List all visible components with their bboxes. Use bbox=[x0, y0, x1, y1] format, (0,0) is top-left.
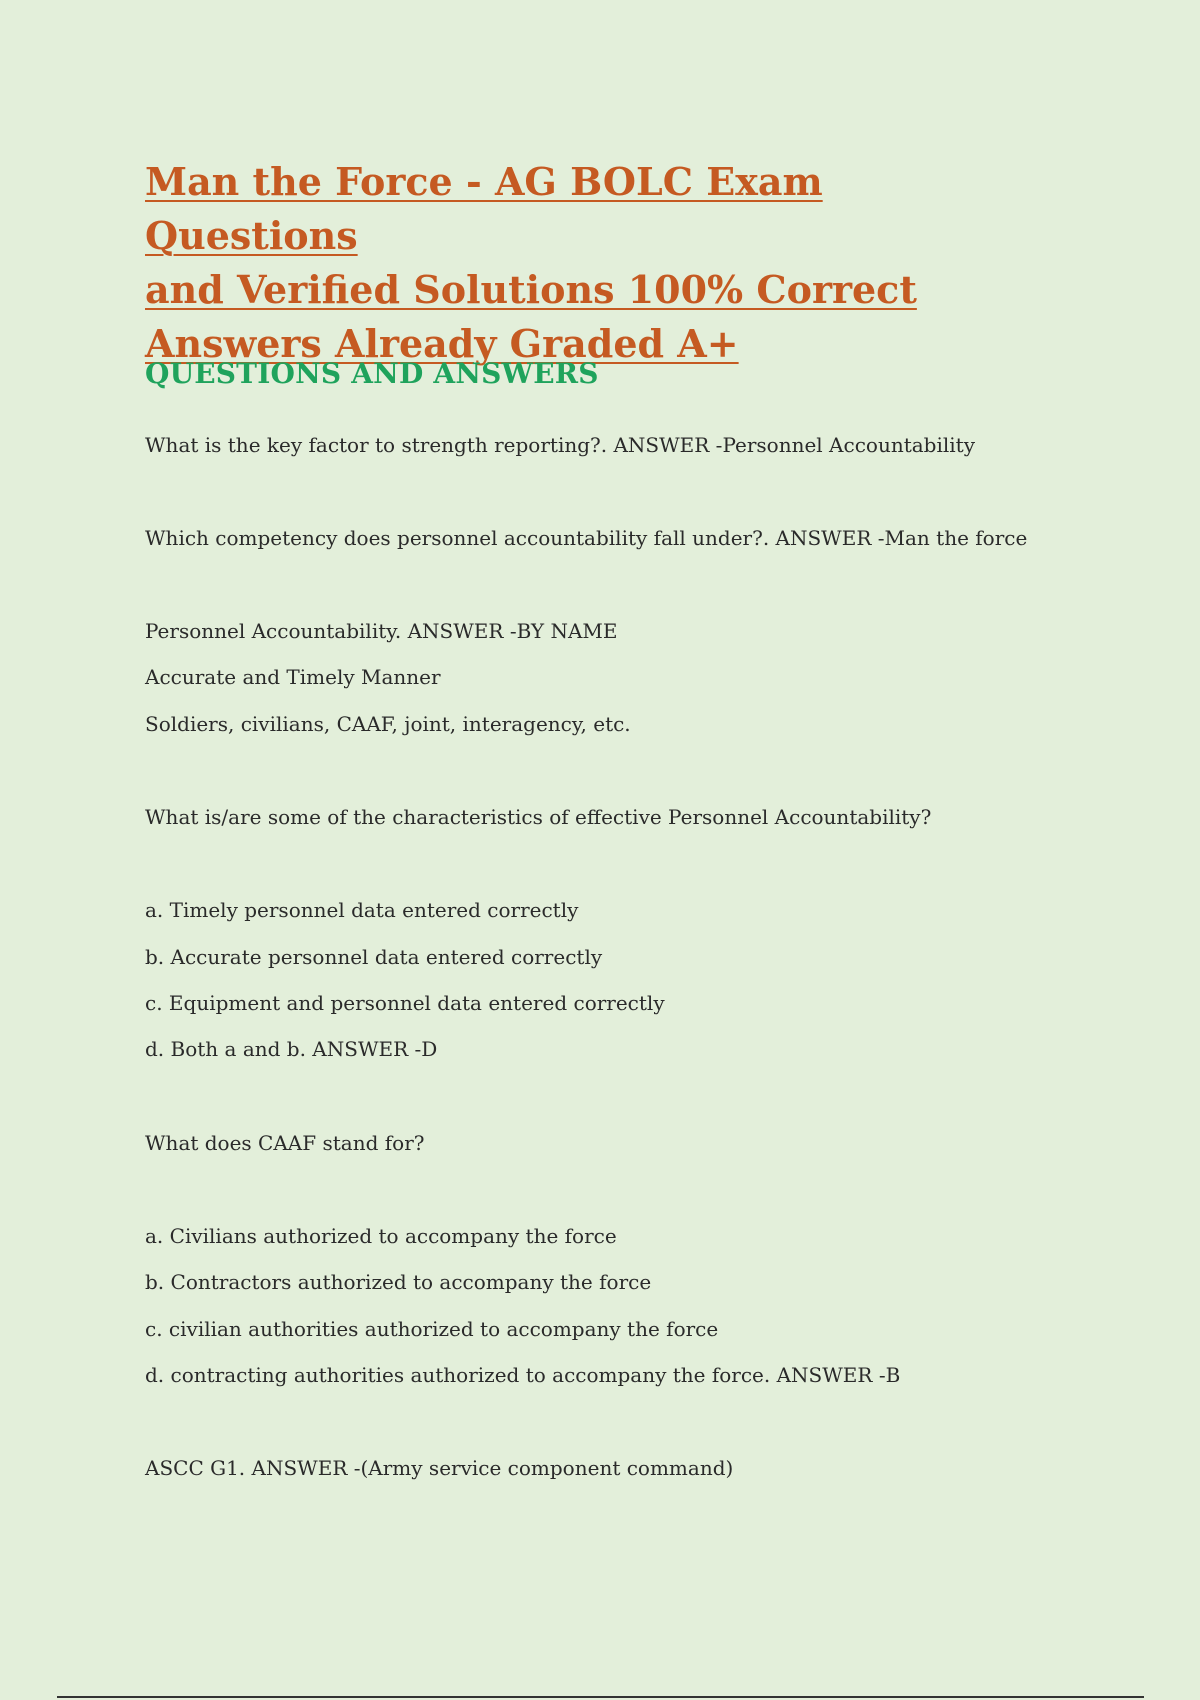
option-line: b. Contractors authorized to accompany the force bbox=[145, 1270, 652, 1294]
answer-detail-line: Soldiers, civilians, CAAF, joint, interagency, etc. bbox=[145, 712, 631, 736]
option-line: c. Equipment and personnel data entered correctly bbox=[145, 991, 665, 1015]
section-heading: QUESTIONS AND ANSWERS bbox=[145, 357, 599, 390]
bottom-divider bbox=[57, 1696, 1144, 1698]
option-line: b. Accurate personnel data entered correctly bbox=[145, 945, 603, 969]
option-line: a. Timely personnel data entered correctly bbox=[145, 898, 579, 922]
question-answer-line: Personnel Accountability. ANSWER -BY NAME bbox=[145, 619, 618, 643]
option-line: c. civilian authorities authorized to accompany the force bbox=[145, 1317, 719, 1341]
title-line: Man the Force - AG BOLC Exam Questions bbox=[145, 159, 823, 258]
option-line: d. Both a and b. ANSWER -D bbox=[145, 1037, 438, 1061]
question-answer-line: What is the key factor to strength reporting?. ANSWER -Personnel Accountability bbox=[145, 433, 975, 457]
title-line: and Verified Solutions 100% Correct bbox=[145, 267, 917, 312]
question-line: What is/are some of the characteristics of effective Personnel Accountability? bbox=[145, 805, 932, 829]
question-answer-line: Which competency does personnel accountability fall under?. ANSWER -Man the force bbox=[145, 526, 1028, 550]
option-line: d. contracting authorities authorized to accompany the force. ANSWER -B bbox=[145, 1363, 901, 1387]
question-answer-line: ASCC G1. ANSWER -(Army service component command) bbox=[145, 1456, 734, 1480]
title-line: Answers Already Graded A+ bbox=[145, 321, 739, 366]
question-line: What does CAAF stand for? bbox=[145, 1131, 425, 1155]
option-line: a. Civilians authorized to accompany the force bbox=[145, 1224, 617, 1248]
document-title bbox=[145, 155, 1045, 371]
answer-detail-line: Accurate and Timely Manner bbox=[145, 665, 441, 689]
